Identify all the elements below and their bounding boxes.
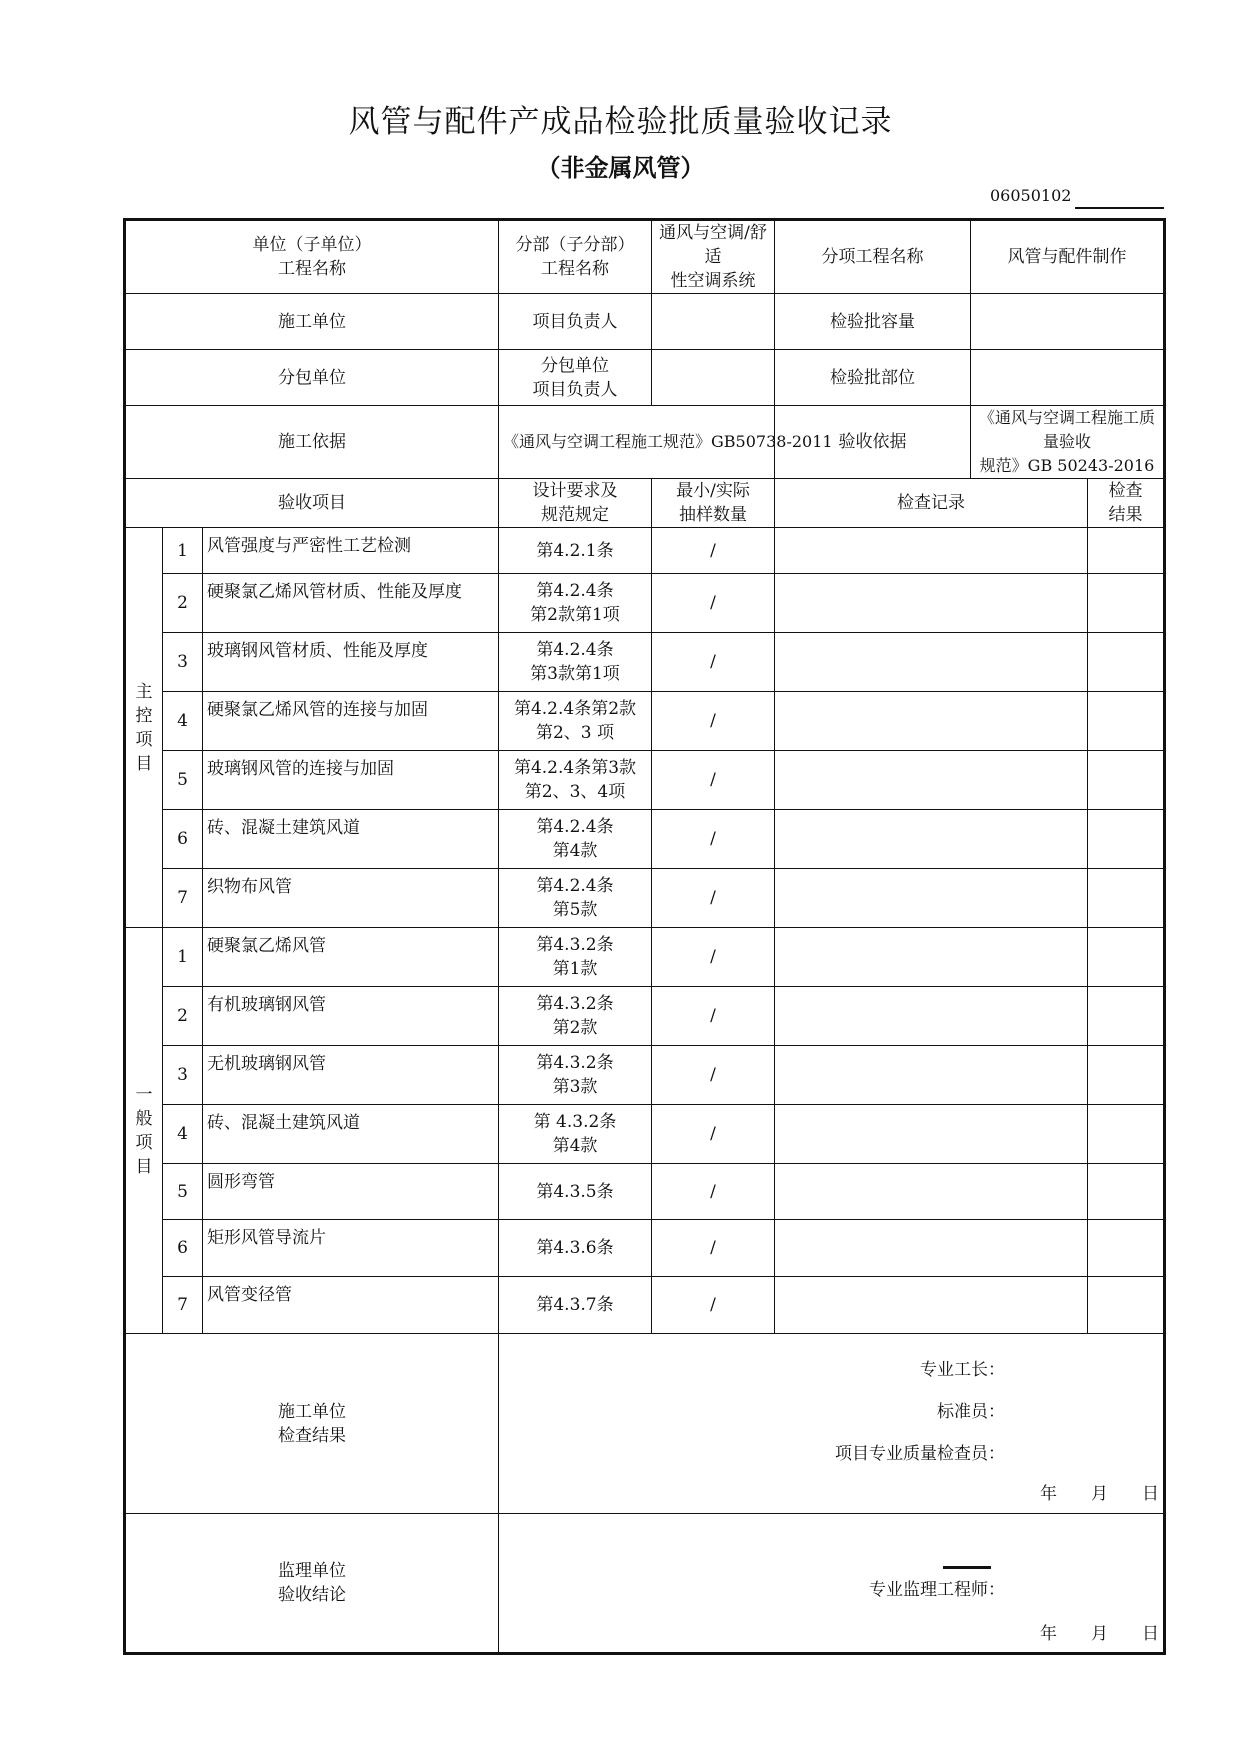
item-spec: 第4.2.1条 xyxy=(499,528,652,574)
item-row xyxy=(125,928,1165,987)
item-result[interactable] xyxy=(1088,1220,1165,1277)
item-no: 7 xyxy=(163,869,203,928)
item-row xyxy=(125,528,1165,574)
item-no: 5 xyxy=(163,1164,203,1220)
item-record[interactable] xyxy=(775,810,1088,869)
position-value[interactable] xyxy=(971,350,1165,406)
contractor-date: 年 月 日 xyxy=(1040,1484,1159,1504)
subitem-value[interactable]: 风管与配件制作 xyxy=(971,220,1165,294)
item-name: 玻璃钢风管的连接与加固 xyxy=(203,751,499,810)
contractor-check-label: 施工单位 检查结果 xyxy=(125,1334,499,1514)
item-result[interactable] xyxy=(1088,1164,1165,1220)
capacity-value[interactable] xyxy=(971,294,1165,350)
form-code: 06050102 xyxy=(990,186,1072,205)
item-sample[interactable]: / xyxy=(652,692,775,751)
page-subtitle: （非金属风管） xyxy=(536,154,705,182)
item-name: 有机玻璃钢风管 xyxy=(203,987,499,1046)
header-row-project xyxy=(125,220,1165,294)
item-record[interactable] xyxy=(775,528,1088,574)
sub-label: 分包单位 xyxy=(125,350,499,406)
standard-label: 标准员： xyxy=(937,1402,1005,1422)
sub-pm-label: 分包单位 项目负责人 xyxy=(499,350,652,406)
item-spec: 第4.2.4条 第3款第1项 xyxy=(499,633,652,692)
item-no: 1 xyxy=(163,928,203,987)
item-no: 6 xyxy=(163,810,203,869)
item-spec: 第4.3.2条 第2款 xyxy=(499,987,652,1046)
col-result: 检查 结果 xyxy=(1088,479,1165,528)
item-record[interactable] xyxy=(775,633,1088,692)
contractor-check-area[interactable] xyxy=(499,1334,1165,1514)
supervisor-check-label: 监理单位 验收结论 xyxy=(125,1514,499,1654)
item-spec: 第4.2.4条第2款 第2、3 项 xyxy=(499,692,652,751)
item-name: 织物布风管 xyxy=(203,869,499,928)
item-sample[interactable]: / xyxy=(652,869,775,928)
item-row xyxy=(125,692,1165,751)
item-result[interactable] xyxy=(1088,574,1165,633)
item-spec: 第4.3.2条 第1款 xyxy=(499,928,652,987)
item-sample[interactable]: / xyxy=(652,1105,775,1164)
pm-label: 项目负责人 xyxy=(499,294,652,350)
pm-value[interactable] xyxy=(652,294,775,350)
item-no: 2 xyxy=(163,987,203,1046)
item-no: 2 xyxy=(163,574,203,633)
main-control-items xyxy=(125,528,1165,928)
supervisor-check-row xyxy=(125,1514,1165,1654)
form-code-underline xyxy=(1075,207,1164,209)
col-item: 验收项目 xyxy=(125,479,499,528)
basis-label: 施工依据 xyxy=(125,406,499,479)
item-sample[interactable]: / xyxy=(652,987,775,1046)
item-no: 3 xyxy=(163,1046,203,1105)
item-row xyxy=(125,1164,1165,1220)
division-value[interactable]: 通风与空调/舒适 性空调系统 xyxy=(652,220,775,294)
item-result[interactable] xyxy=(1088,1277,1165,1334)
item-row xyxy=(125,633,1165,692)
item-spec: 第4.2.4条 第5款 xyxy=(499,869,652,928)
col-spec: 设计要求及 规范规定 xyxy=(499,479,652,528)
engineer-label: 专业监理工程师： xyxy=(869,1580,1005,1600)
item-spec: 第4.3.2条 第3款 xyxy=(499,1046,652,1105)
item-result[interactable] xyxy=(1088,692,1165,751)
capacity-label: 检验批容量 xyxy=(775,294,971,350)
item-row xyxy=(125,1277,1165,1334)
item-spec: 第4.3.5条 xyxy=(499,1164,652,1220)
item-no: 6 xyxy=(163,1220,203,1277)
item-name: 硬聚氯乙烯风管材质、性能及厚度 xyxy=(203,574,499,633)
item-spec: 第4.2.4条 第4款 xyxy=(499,810,652,869)
item-name: 风管变径管 xyxy=(203,1277,499,1334)
item-sample[interactable]: / xyxy=(652,928,775,987)
item-row xyxy=(125,987,1165,1046)
item-result[interactable] xyxy=(1088,1046,1165,1105)
item-result[interactable] xyxy=(1088,869,1165,928)
item-no: 1 xyxy=(163,528,203,574)
supervisor-check-area[interactable] xyxy=(499,1514,1165,1654)
dash-mark xyxy=(943,1566,991,1569)
item-record[interactable] xyxy=(775,751,1088,810)
header-row-contractor xyxy=(125,294,1165,350)
item-result[interactable] xyxy=(1088,928,1165,987)
item-row xyxy=(125,751,1165,810)
item-result[interactable] xyxy=(1088,1105,1165,1164)
item-name: 矩形风管导流片 xyxy=(203,1220,499,1277)
item-sample[interactable]: / xyxy=(652,1164,775,1220)
item-name: 圆形弯管 xyxy=(203,1164,499,1220)
item-result[interactable] xyxy=(1088,633,1165,692)
item-row xyxy=(125,869,1165,928)
division-label: 分部（子分部） 工程名称 xyxy=(499,220,652,294)
group-label: 主控项目 xyxy=(125,528,163,928)
contractor-check-row xyxy=(125,1334,1165,1514)
col-record: 检查记录 xyxy=(775,479,1088,528)
header-row-sub xyxy=(125,350,1165,406)
item-sample[interactable]: / xyxy=(652,1046,775,1105)
item-no: 3 xyxy=(163,633,203,692)
item-name: 玻璃钢风管材质、性能及厚度 xyxy=(203,633,499,692)
column-header-row xyxy=(125,479,1165,528)
item-spec: 第4.2.4条 第2款第1项 xyxy=(499,574,652,633)
item-row xyxy=(125,1220,1165,1277)
item-record[interactable] xyxy=(775,1046,1088,1105)
col-sample: 最小/实际 抽样数量 xyxy=(652,479,775,528)
item-name: 无机玻璃钢风管 xyxy=(203,1046,499,1105)
item-spec: 第 4.3.2条 第4款 xyxy=(499,1105,652,1164)
item-sample[interactable]: / xyxy=(652,633,775,692)
accept-basis-value: 《通风与空调工程施工质量验收 规范》GB 50243-2016 xyxy=(971,406,1165,479)
item-result[interactable] xyxy=(1088,528,1165,574)
inspector-label: 项目专业质量检查员： xyxy=(835,1444,1005,1464)
item-sample[interactable]: / xyxy=(652,1220,775,1277)
item-name: 风管强度与严密性工艺检测 xyxy=(203,528,499,574)
item-name: 硬聚氯乙烯风管 xyxy=(203,928,499,987)
item-no: 7 xyxy=(163,1277,203,1334)
item-record[interactable] xyxy=(775,928,1088,987)
item-row xyxy=(125,574,1165,633)
position-label: 检验批部位 xyxy=(775,350,971,406)
item-row xyxy=(125,1105,1165,1164)
item-spec: 第4.3.7条 xyxy=(499,1277,652,1334)
item-name: 硬聚氯乙烯风管的连接与加固 xyxy=(203,692,499,751)
item-result[interactable] xyxy=(1088,810,1165,869)
item-sample[interactable]: / xyxy=(652,528,775,574)
item-name: 砖、混凝土建筑风道 xyxy=(203,810,499,869)
page-title: 风管与配件产成品检验批质量验收记录 xyxy=(348,104,893,140)
group-label: 一般项目 xyxy=(125,928,163,1334)
item-record[interactable] xyxy=(775,1105,1088,1164)
item-sample[interactable]: / xyxy=(652,574,775,633)
item-record[interactable] xyxy=(775,1164,1088,1220)
accept-basis-label: 验收依据 xyxy=(775,406,971,479)
subitem-label: 分项工程名称 xyxy=(775,220,971,294)
item-record[interactable] xyxy=(775,574,1088,633)
item-name: 砖、混凝土建筑风道 xyxy=(203,1105,499,1164)
header-row-basis xyxy=(125,406,1165,479)
item-record[interactable] xyxy=(775,987,1088,1046)
contractor-label: 施工单位 xyxy=(125,294,499,350)
basis-value: 《通风与空调工程施工规范》GB50738-2011 xyxy=(499,406,775,479)
item-sample[interactable]: / xyxy=(652,751,775,810)
item-result[interactable] xyxy=(1088,751,1165,810)
inspection-table xyxy=(123,218,1166,1655)
item-record[interactable] xyxy=(775,869,1088,928)
item-result[interactable] xyxy=(1088,987,1165,1046)
item-no: 5 xyxy=(163,751,203,810)
supervisor-date: 年 月 日 xyxy=(1040,1624,1159,1644)
item-no: 4 xyxy=(163,692,203,751)
unit-label: 单位（子单位） 工程名称 xyxy=(125,220,499,294)
general-items xyxy=(125,928,1165,1334)
item-sample[interactable]: / xyxy=(652,810,775,869)
sub-pm-value[interactable] xyxy=(652,350,775,406)
item-row xyxy=(125,810,1165,869)
item-record[interactable] xyxy=(775,1277,1088,1334)
item-spec: 第4.3.6条 xyxy=(499,1220,652,1277)
item-record[interactable] xyxy=(775,692,1088,751)
item-record[interactable] xyxy=(775,1220,1088,1277)
foreman-label: 专业工长： xyxy=(920,1360,1005,1380)
item-spec: 第4.2.4条第3款 第2、3、4项 xyxy=(499,751,652,810)
item-no: 4 xyxy=(163,1105,203,1164)
item-sample[interactable]: / xyxy=(652,1277,775,1334)
item-row xyxy=(125,1046,1165,1105)
